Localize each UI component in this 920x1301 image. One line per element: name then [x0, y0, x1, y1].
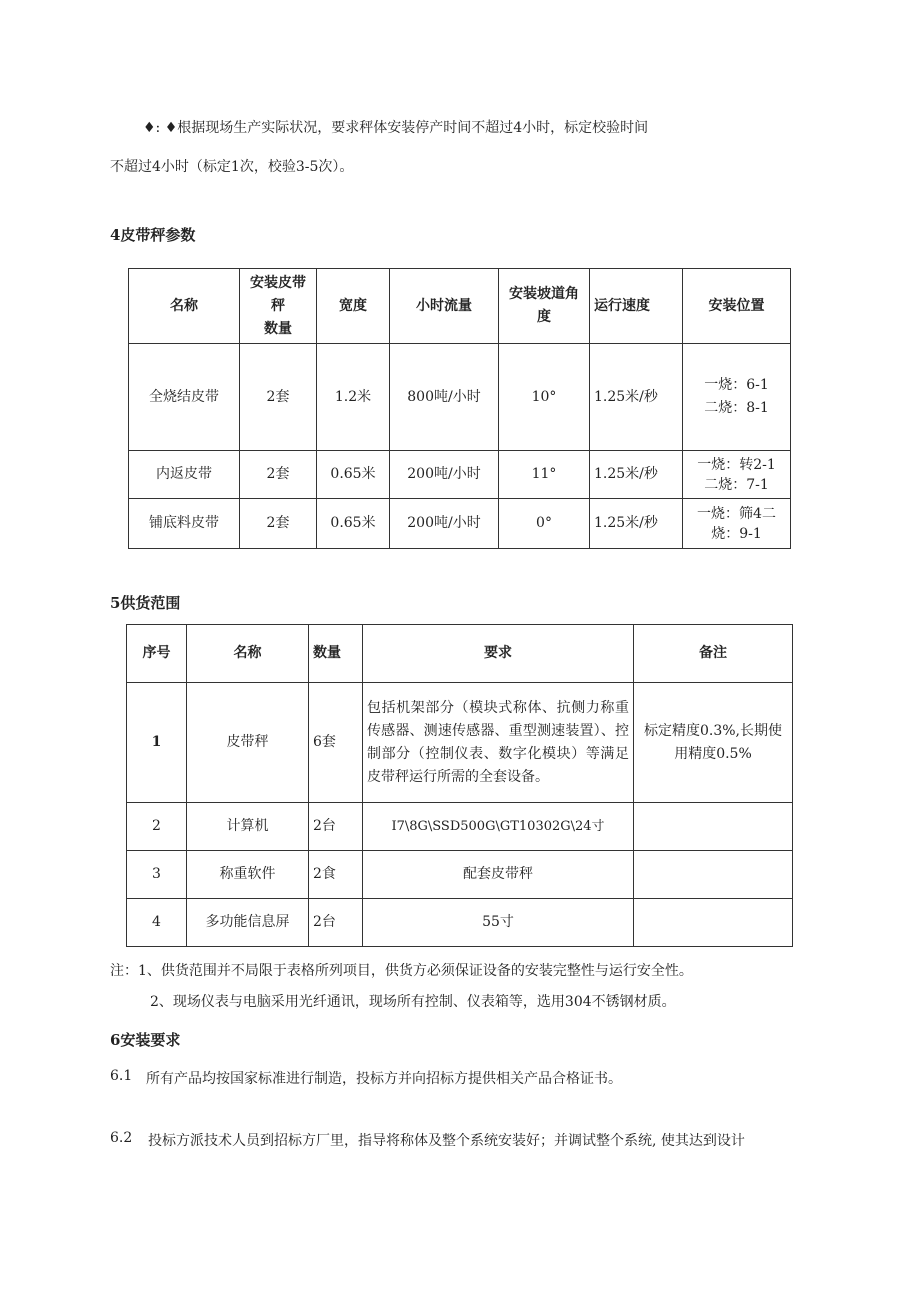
- section-4-heading: 4皮带秤参数: [110, 226, 196, 244]
- params-cell: 一烧：筛4二 烧：9-1: [683, 499, 791, 549]
- supply-header-quantity: 数量: [309, 625, 363, 683]
- paragraph-6-2-number: 6.2: [110, 1130, 133, 1146]
- params-cell: 200吨/小时: [390, 451, 499, 499]
- table-row: [129, 344, 791, 451]
- supply-cell: 包括机架部分（模块式称体、抗侧力称重传感器、测速传感器、重型测速装置）、控制部分（控制仪表、数字化模块）等满足皮带秤运行所需的全套设备。: [363, 683, 634, 803]
- supply-cell: 55寸: [363, 899, 634, 947]
- supply-cell: 称重软件: [187, 851, 309, 899]
- section-5-heading: 5供货范围: [110, 594, 181, 612]
- params-header-location: 安装位置: [683, 269, 791, 344]
- supply-header-row: [127, 625, 793, 683]
- params-cell: 10°: [499, 344, 590, 451]
- supply-header-name: 名称: [187, 625, 309, 683]
- paragraph-6-2: 投标方派技术人员到招标方厂里，指导将称体及整个系统安装好；并调试整个系统, 使其达到设计: [148, 1133, 745, 1149]
- params-cell: 800吨/小时: [390, 344, 499, 451]
- supply-cell: 标定精度0.3%,长期使用精度0.5%: [634, 683, 793, 803]
- section-6-heading: 6安装要求: [110, 1031, 181, 1049]
- table-row: [127, 803, 793, 851]
- supply-cell: 2台: [309, 803, 363, 851]
- supply-cell: 1: [127, 683, 187, 803]
- params-cell: 1.25米/秒: [590, 344, 683, 451]
- params-cell: 0.65米: [317, 499, 390, 549]
- intro-line-2: 不超过4小时（标定1次，校验3-5次）。: [110, 159, 354, 175]
- supply-cell: 配套皮带秤: [363, 851, 634, 899]
- params-cell: 2套: [240, 451, 317, 499]
- supply-header-requirement: 要求: [363, 625, 634, 683]
- params-cell: 一烧：6-1 二烧：8-1: [683, 344, 791, 451]
- params-cell: 0.65米: [317, 451, 390, 499]
- params-cell: 2套: [240, 499, 317, 549]
- intro-line-1: ♦: ♦根据现场生产实际状况，要求秤体安装停产时间不超过4小时，标定校验时间: [143, 120, 649, 136]
- supply-scope-table: [126, 624, 793, 947]
- params-cell: 11°: [499, 451, 590, 499]
- params-header-speed: 运行速度: [590, 269, 683, 344]
- supply-header-index: 序号: [127, 625, 187, 683]
- supply-cell: 4: [127, 899, 187, 947]
- params-cell: 1.25米/秒: [590, 451, 683, 499]
- params-cell: 一烧：转2-1 二烧：7-1: [683, 451, 791, 499]
- supply-cell: 3: [127, 851, 187, 899]
- supply-cell: [634, 851, 793, 899]
- params-cell: 0°: [499, 499, 590, 549]
- supply-cell: 2台: [309, 899, 363, 947]
- supply-cell: [634, 899, 793, 947]
- belt-scale-params-table: [128, 268, 791, 549]
- params-header-row: [129, 269, 791, 344]
- paragraph-6-1-number: 6.1: [110, 1068, 133, 1084]
- params-cell: 内返皮带: [129, 451, 240, 499]
- params-header-quantity: 安装皮带 秤 数量: [240, 269, 317, 344]
- supply-header-remark: 备注: [634, 625, 793, 683]
- supply-cell: I7\8G\SSD500G\GT10302G\24寸: [363, 803, 634, 851]
- params-header-flow: 小时流量: [390, 269, 499, 344]
- params-cell: 1.25米/秒: [590, 499, 683, 549]
- paragraph-6-1: 所有产品均按国家标准进行制造，投标方并向招标方提供相关产品合格证书。: [146, 1071, 622, 1087]
- table-row: [129, 499, 791, 549]
- note-1: 注：1、供货范围并不局限于表格所列项目，供货方必须保证设备的安装完整性与运行安全性。: [110, 963, 693, 979]
- params-cell: 2套: [240, 344, 317, 451]
- table-row: [127, 899, 793, 947]
- params-header-width: 宽度: [317, 269, 390, 344]
- params-cell: 铺底料皮带: [129, 499, 240, 549]
- params-header-slope: 安装坡道角 度: [499, 269, 590, 344]
- supply-cell: 6套: [309, 683, 363, 803]
- params-header-name: 名称: [129, 269, 240, 344]
- params-cell: 1.2米: [317, 344, 390, 451]
- table-row: [127, 851, 793, 899]
- note-2: 2、现场仪表与电脑采用光纤通讯，现场所有控制、仪表箱等，选用304不锈钢材质。: [150, 994, 676, 1010]
- supply-cell: 多功能信息屏: [187, 899, 309, 947]
- params-cell: 全烧结皮带: [129, 344, 240, 451]
- supply-cell: 皮带秤: [187, 683, 309, 803]
- table-row: [129, 451, 791, 499]
- supply-cell: 2: [127, 803, 187, 851]
- supply-cell: [634, 803, 793, 851]
- supply-cell: 计算机: [187, 803, 309, 851]
- supply-cell: 2食: [309, 851, 363, 899]
- table-row: [127, 683, 793, 803]
- params-cell: 200吨/小时: [390, 499, 499, 549]
